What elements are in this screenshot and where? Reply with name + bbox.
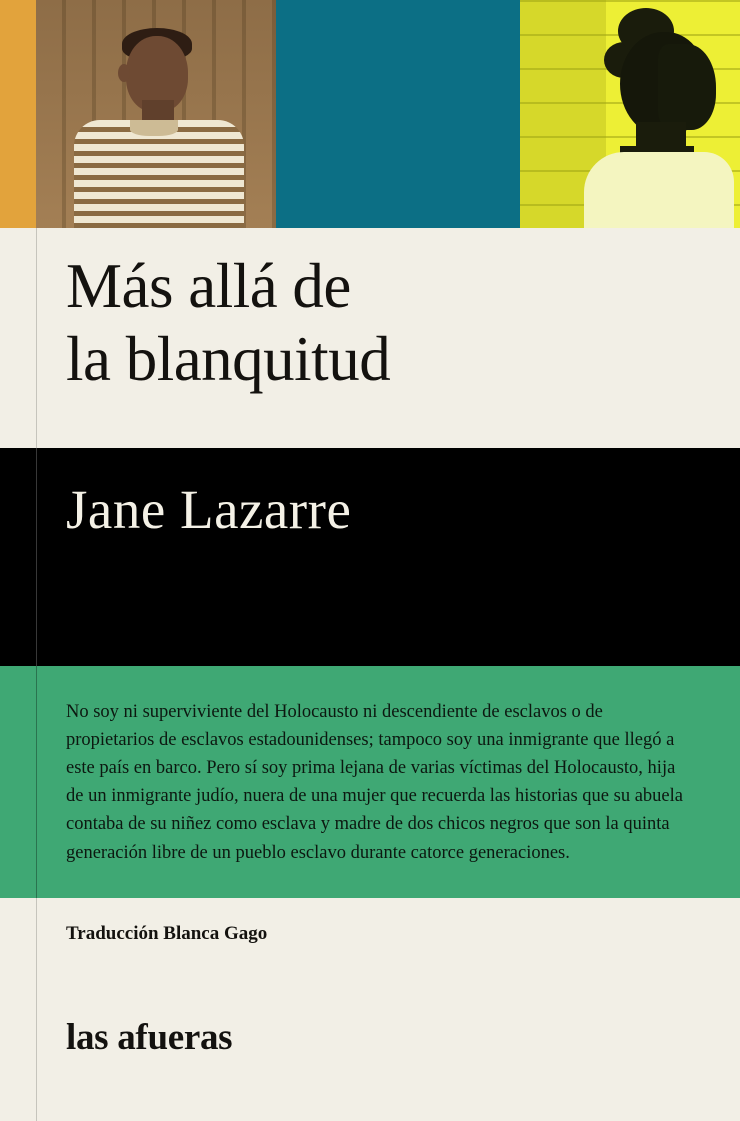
cover-photo-band xyxy=(0,0,740,228)
girl-face-profile xyxy=(658,44,716,130)
photo-girl-profile-yellow xyxy=(520,0,740,228)
publisher-name: las afueras xyxy=(66,1017,233,1058)
photo-boy-striped-shirt xyxy=(36,0,276,228)
color-panel-ochre xyxy=(0,0,36,228)
boy-striped-shirt xyxy=(74,120,244,228)
spine-rule-on-black xyxy=(36,448,37,666)
girl-shirt xyxy=(584,152,734,228)
book-title-line-1: Más allá de xyxy=(66,251,351,321)
cover-footer xyxy=(0,898,740,1121)
boy-ear xyxy=(118,64,130,82)
cover-blurb-text: No soy ni superviviente del Holocausto ni descendiente de esclavos o de propietarios de esclavos estadounidenses; tampoco soy una inmigrante que llegó a este país en barco. Pero sí soy prima lejana de varias víctimas del Holocausto, hija de un inmigrante judío, nuera de una mujer que recuerda las historias que su abuela contaba de su niñez como esclava y madre de dos chicos negros que son la quinta generación libre de un pueblo esclavo durante catorce generaciones. xyxy=(66,702,683,863)
boy-collar xyxy=(130,120,178,136)
author-band xyxy=(0,448,740,666)
spine-rule-on-green xyxy=(36,666,37,898)
book-title xyxy=(66,250,686,396)
blurb-band xyxy=(0,666,740,898)
author-name: Jane Lazarre xyxy=(66,479,352,540)
title-block xyxy=(0,228,740,448)
translator-credit: Traducción Blanca Gago xyxy=(66,923,268,944)
girl-figure xyxy=(574,2,740,228)
book-title-line-2: la blanquitud xyxy=(66,324,391,395)
color-panel-teal xyxy=(276,0,520,228)
boy-figure xyxy=(74,28,244,228)
